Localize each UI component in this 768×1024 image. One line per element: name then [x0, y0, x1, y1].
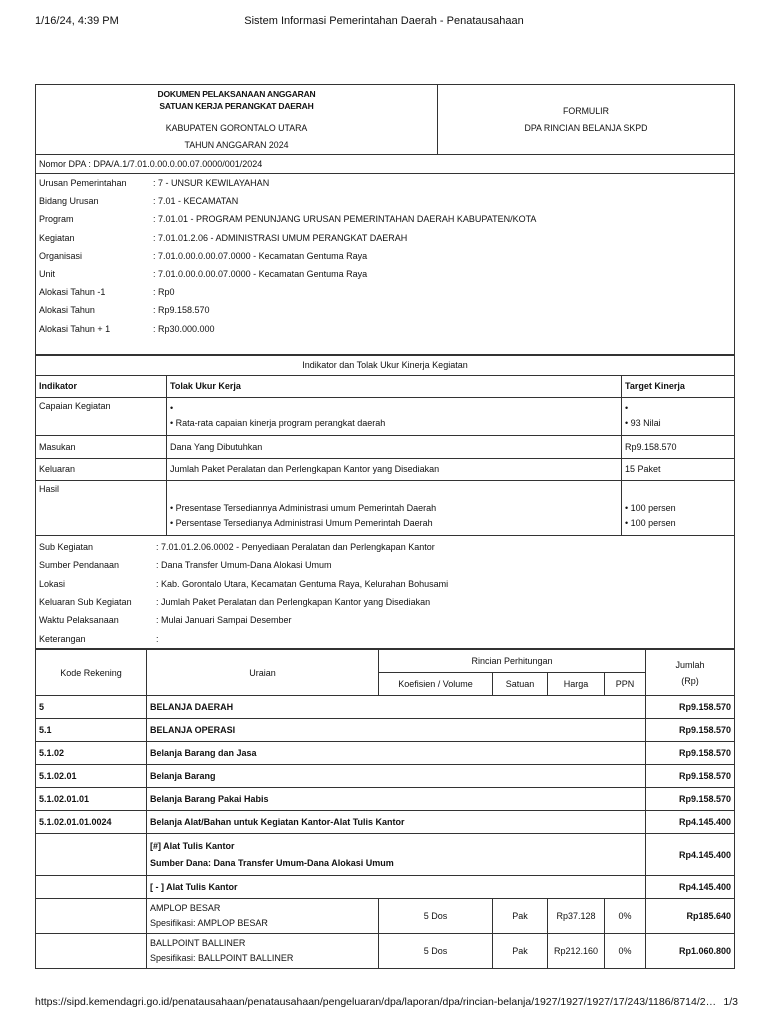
info-label: Alokasi Tahun + 1	[39, 323, 111, 334]
subkegiatan-label: Sub Kegiatan	[39, 541, 94, 552]
rekening-jumlah: Rp4.145.400	[646, 811, 735, 834]
col-indikator: Indikator	[36, 375, 167, 397]
info-label: Kegiatan	[39, 232, 75, 243]
col-koefisien: Koefisien / Volume	[379, 673, 493, 696]
item-uraian: BALLPOINT BALLINER Spesifikasi: BALLPOINT BALLINER	[147, 934, 379, 969]
col-uraian: Uraian	[147, 650, 379, 696]
rekening-jumlah: Rp9.158.570	[646, 788, 735, 811]
subkegiatan-label: Lokasi	[39, 578, 66, 589]
rekening-kode: 5.1.02.01.01.0024	[36, 811, 147, 834]
indikator-table	[35, 355, 735, 536]
col-ppn: PPN	[605, 673, 646, 696]
indikator-masukan: Masukan	[36, 435, 167, 458]
subkegiatan-row	[36, 593, 734, 611]
subkegiatan-label: Keluaran Sub Kegiatan	[39, 597, 132, 608]
info-value: : 7.01.01 - PROGRAM PENUNJANG URUSAN PEMERINTAHAN DAERAH KABUPATEN/KOTA	[153, 214, 537, 225]
col-jumlah: Jumlah (Rp)	[646, 650, 735, 696]
info-value: : 7.01.0.00.0.00.07.0000 - Kecamatan Gentuma Raya	[153, 269, 368, 280]
col-satuan: Satuan	[493, 673, 548, 696]
indikator-capaian: Capaian Kegiatan	[36, 397, 167, 435]
rekening-uraian: BELANJA DAERAH	[147, 696, 646, 719]
rekening-jumlah: Rp9.158.570	[646, 696, 735, 719]
subkegiatan-row	[36, 611, 734, 629]
print-title: Sistem Informasi Pemerintahan Daerah - Penatausahaan	[244, 15, 524, 27]
rekening-row	[36, 788, 735, 811]
rekening-row	[36, 811, 735, 834]
sub-kode-empty	[36, 876, 147, 899]
subkegiatan-value: : Mulai Januari Sampai Desember	[156, 615, 292, 626]
item-satuan: Pak	[493, 899, 548, 934]
info-row	[36, 247, 734, 265]
print-datetime: 1/16/24, 4:39 PM	[35, 15, 119, 27]
item-kode-empty	[36, 934, 147, 969]
col-tolak-ukur: Tolak Ukur Kerja	[167, 375, 622, 397]
subkegiatan-value: : Jumlah Paket Peralatan dan Perlengkapan Kantor yang Disediakan	[156, 597, 431, 608]
item-uraian: AMPLOP BESAR Spesifikasi: AMPLOP BESAR	[147, 899, 379, 934]
document-title: DOKUMEN PELAKSANAAN ANGGARAN SATUAN KERJA PERANGKAT DAERAH	[157, 89, 316, 111]
group-title-cell: [#] Alat Tulis Kantor Sumber Dana: Dana Transfer Umum-Dana Alokasi Umum	[147, 834, 646, 876]
info-label: Unit	[39, 269, 56, 280]
subkegiatan-value: : 7.01.01.2.06.0002 - Penyediaan Peralatan dan Perlengkapan Kantor	[156, 541, 435, 552]
indikator-section-title: Indikator dan Tolak Ukur Kinerja Kegiatan	[36, 355, 735, 375]
header-title-cell	[36, 85, 438, 155]
info-value: : 7.01 - KECAMATAN	[153, 196, 239, 207]
rekening-kode: 5	[36, 696, 147, 719]
document-region: KABUPATEN GORONTALO UTARA TAHUN ANGGARAN 2024	[165, 123, 308, 150]
info-value: : 7.01.0.00.0.00.07.0000 - Kecamatan Gentuma Raya	[153, 250, 368, 261]
subkegiatan-value: :	[156, 633, 159, 644]
sub-title: [ - ] Alat Tulis Kantor	[147, 876, 646, 899]
subkegiatan-row	[36, 556, 734, 574]
col-kode-rekening: Kode Rekening	[36, 650, 147, 696]
col-harga: Harga	[548, 673, 605, 696]
print-url: https://sipd.kemendagri.go.id/penatausahaan/penatausahaan/pengeluaran/dpa/laporan/dpa/rincian-belanja/1927/1927/1927/17/243/1186/8714/2…	[35, 996, 717, 1008]
rekening-uraian: Belanja Barang Pakai Habis	[147, 788, 646, 811]
group-jumlah: Rp4.145.400	[646, 834, 735, 876]
rekening-row	[36, 696, 735, 719]
sub-jumlah: Rp4.145.400	[646, 876, 735, 899]
rekening-kode: 5.1	[36, 719, 147, 742]
dpa-document	[35, 84, 735, 969]
subkegiatan-label: Keterangan	[39, 633, 86, 644]
subkegiatan-block	[35, 536, 735, 649]
rincian-table	[35, 649, 735, 969]
subkegiatan-value: : Kab. Gorontalo Utara, Kecamatan Gentuma Raya, Kelurahan Bohusami	[156, 578, 449, 589]
indikator-keluaran: Keluaran	[36, 458, 167, 480]
rekening-uraian: Belanja Barang dan Jasa	[147, 742, 646, 765]
info-value: : 7 - UNSUR KEWILAYAHAN	[153, 178, 270, 189]
rekening-uraian: Belanja Barang	[147, 765, 646, 788]
tolak-masukan: Dana Yang Dibutuhkan	[167, 435, 622, 458]
print-page-number: 1/3	[723, 996, 738, 1008]
rekening-jumlah: Rp9.158.570	[646, 719, 735, 742]
subkegiatan-label: Waktu Pelaksanaan	[39, 615, 119, 626]
rekening-kode: 5.1.02.01	[36, 765, 147, 788]
info-row	[36, 320, 734, 338]
item-harga: Rp37.128	[548, 899, 605, 934]
item-jumlah: Rp185.640	[646, 899, 735, 934]
info-value: : 7.01.01.2.06 - ADMINISTRASI UMUM PERANGKAT DAERAH	[153, 232, 408, 243]
info-value: : Rp9.158.570	[153, 305, 210, 316]
info-label: Alokasi Tahun -1	[39, 287, 106, 298]
info-value: : Rp0	[153, 287, 175, 298]
col-target-kinerja: Target Kinerja	[622, 375, 735, 397]
item-ppn: 0%	[605, 934, 646, 969]
info-label: Urusan Pemerintahan	[39, 178, 127, 189]
subkegiatan-row	[36, 538, 734, 556]
info-value: : Rp30.000.000	[153, 323, 215, 334]
item-harga: Rp212.160	[548, 934, 605, 969]
print-footer	[35, 996, 738, 1012]
info-label: Program	[39, 214, 74, 225]
item-ppn: 0%	[605, 899, 646, 934]
item-koefisien: 5 Dos	[379, 934, 493, 969]
info-label: Bidang Urusan	[39, 196, 99, 207]
rekening-uraian: Belanja Alat/Bahan untuk Kegiatan Kantor-Alat Tulis Kantor	[147, 811, 646, 834]
rekening-jumlah: Rp9.158.570	[646, 765, 735, 788]
subkegiatan-row	[36, 630, 734, 648]
subkegiatan-table	[36, 538, 734, 648]
rekening-row	[36, 742, 735, 765]
item-row	[36, 934, 735, 969]
info-row	[36, 229, 734, 247]
info-label: Alokasi Tahun	[39, 305, 95, 316]
tolak-capaian: • • Rata-rata capaian kinerja program perangkat daerah	[167, 397, 622, 435]
info-row	[36, 174, 734, 192]
info-row	[36, 210, 734, 228]
col-rincian-perhitungan: Rincian Perhitungan	[379, 650, 646, 673]
item-kode-empty	[36, 899, 147, 934]
target-hasil: • 100 persen • 100 persen	[622, 480, 735, 535]
info-row	[36, 265, 734, 283]
target-keluaran: 15 Paket	[622, 458, 735, 480]
rekening-kode: 5.1.02.01.01	[36, 788, 147, 811]
dpa-info-block	[35, 155, 735, 355]
info-row	[36, 283, 734, 301]
subkegiatan-value: : Dana Transfer Umum-Dana Alokasi Umum	[156, 560, 332, 571]
rekening-uraian: BELANJA OPERASI	[147, 719, 646, 742]
subkegiatan-label: Sumber Pendanaan	[39, 560, 120, 571]
item-satuan: Pak	[493, 934, 548, 969]
rekening-kode: 5.1.02	[36, 742, 147, 765]
nomor-dpa: Nomor DPA : DPA/A.1/7.01.0.00.0.00.07.0000/001/2024	[36, 155, 734, 174]
target-capaian: • • 93 Nilai	[622, 397, 735, 435]
item-koefisien: 5 Dos	[379, 899, 493, 934]
rekening-jumlah: Rp9.158.570	[646, 742, 735, 765]
info-label: Organisasi	[39, 250, 83, 261]
form-label-cell: FORMULIR DPA RINCIAN BELANJA SKPD	[438, 85, 735, 155]
rekening-row	[36, 719, 735, 742]
target-masukan: Rp9.158.570	[622, 435, 735, 458]
rekening-row	[36, 765, 735, 788]
tolak-hasil: • Presentase Tersediannya Administrasi umum Pemerintah Daerah • Persentase Tersedianya Administrasi Umum Pemerintah Daerah	[167, 480, 622, 535]
info-row	[36, 192, 734, 210]
item-row	[36, 899, 735, 934]
subkegiatan-row	[36, 574, 734, 592]
indikator-hasil: Hasil	[36, 480, 167, 535]
group-kode-empty	[36, 834, 147, 876]
info-row	[36, 301, 734, 319]
dpa-info-table	[36, 174, 734, 338]
item-jumlah: Rp1.060.800	[646, 934, 735, 969]
tolak-keluaran: Jumlah Paket Peralatan dan Perlengkapan Kantor yang Disediakan	[167, 458, 622, 480]
document-header-table	[35, 84, 735, 155]
print-header	[35, 15, 733, 31]
